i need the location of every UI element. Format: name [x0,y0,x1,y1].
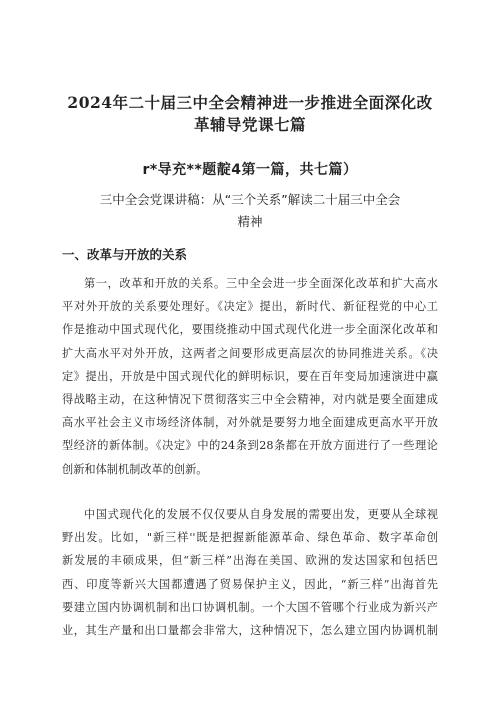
paragraph-2-line: 业，其生产量和出口量都会非常大，这种情况下，怎么建立国内协调机制 [62,624,438,638]
document-title-line-1: 2024年二十届三中全会精神进一步推进全面深化改 [67,93,433,112]
paragraph-1-line: 第一，改革和开放的关系。三中全会进一步全面深化改革和扩大高水 [84,277,438,290]
paragraph-1-line: 平对外开放的关系要处理好。《决定》提出，新时代、新征程党的中心工 [62,300,438,314]
paragraph-2-line: 新发展的丰硕成果，但“新三样”出海在美国、欧洲的发达国家和包括巴 [62,554,438,568]
paragraph-2 [62,503,438,642]
paragraph-1-line: 定》提出，开放是中国式现代化的鲜明标识，要在百年变局加速演进中赢 [62,369,438,383]
paragraph-1-line: 扩大高水平对外开放，这两者之间要形成更高层次的协同推进关系。《决 [62,346,438,360]
document-title-line-2: 革辅导党课七篇 [193,115,306,134]
paragraph-1 [62,272,438,481]
paragraph-1-line: 高水平社会主义市场经济体制，对外就是要努力地全面建成更高水平开放 [62,416,438,430]
section-heading: 一、改革与开放的关系 [62,247,188,262]
paragraph-2-line: 中国式现代化的发展不仅仅要从自身发展的需要出发，更要从全球视 [84,508,438,521]
paragraph-1-line: 得战略主动，在这种情况下贯彻落实三中全会精神，对内就是要全面建成 [62,393,438,407]
paragraph-2-line: 西、印度等新兴大国都遭遇了贸易保护主义，因此，“新三样”出海首先 [62,577,438,591]
document-subtitle: r*导充**题靛4第一篇，共七篇） [142,162,358,178]
paragraph-2-line: 野出发。比如，"新三样''既是把握新能源革命、绿色革命、数字革命创 [62,531,438,545]
paragraph-2-line: 要建立国内协调机制和出口协调机制。一个大国不管哪个行业成为新兴产 [62,600,438,614]
paragraph-1-line: 创新和体制机制改革的创新。 [62,462,208,476]
lecture-title-line-1: 三中全会党课讲稿：从“三个关系”解读二十届三中全会 [99,192,401,207]
paragraph-1-line: 型经济的新体制。《决定》中的24条到28条都在开放方面进行了一些理论 [62,439,438,453]
paragraph-1-line: 作是推动中国式现代化，要围绕推动中国式现代化进一步全面深化改革和 [62,323,438,337]
lecture-title-line-2: 精神 [237,214,263,229]
